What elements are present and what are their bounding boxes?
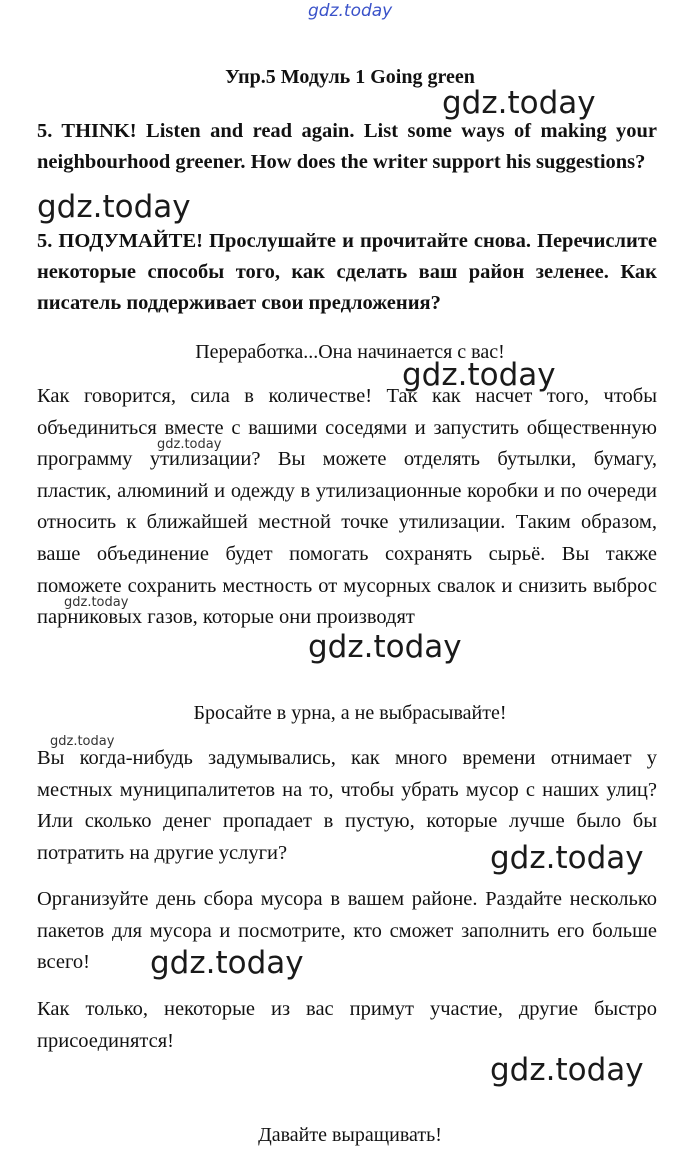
- task-english: 5. THINK! Listen and read again. List some ways of making your neighbourhood greener. How does the writer support his suggestions?: [37, 120, 657, 173]
- watermark-top: gdz.today: [308, 1, 393, 21]
- watermark: gdz.today: [150, 945, 304, 981]
- page-title: Упр.5 Модуль 1 Going green: [225, 66, 475, 88]
- watermark: gdz.today: [157, 437, 222, 452]
- watermark: gdz.today: [490, 1052, 644, 1088]
- section-heading-grow: Давайте выращивать!: [258, 1124, 442, 1146]
- watermark: gdz.today: [308, 629, 462, 665]
- section-paragraph: Вы когда-нибудь задумывались, как много времени отнимает у местных муниципалитетов на то, чтобы убрать мусор с наших улиц? Или сколько денег пропадает в пустую, которые лучше было бы потратить на другие услуги?: [37, 747, 657, 864]
- section-text-recycling: Как говорится, сила в количестве! Так как насчет того, чтобы объединиться вместе с вашими соседями и запустить общественную программу утилизации? Вы можете отделять бутылки, бумагу, пластик, алюминий и одежду в утилизационные коробки и по очереди относить к ближайшей местной точке утилизации. Таким образом, ваше объединение будет помогать сохранять сырьё. Вы также поможете сохранить местность от мусорных свалок и снизить выброс парниковых газов, которые они производят: [37, 385, 657, 629]
- section-paragraph: Организуйте день сбора мусора в вашем районе. Раздайте несколько пакетов для мусора и посмотрите, кто сможет заполнить его больше всего!: [37, 888, 657, 974]
- watermark: gdz.today: [402, 357, 556, 393]
- watermark: gdz.today: [490, 840, 644, 876]
- watermark: gdz.today: [50, 734, 115, 749]
- section-paragraph: Как только, некоторые из вас примут участие, другие быстро присоединятся!: [37, 998, 657, 1052]
- section-heading-recycling: Переработка...Она начинается с вас!: [195, 341, 505, 363]
- section-heading-litter: Бросайте в урна, а не выбрасывайте!: [193, 702, 507, 724]
- watermark: gdz.today: [64, 595, 129, 610]
- watermark: gdz.today: [37, 189, 191, 225]
- task-russian: 5. ПОДУМАЙТЕ! Прослушайте и прочитайте снова. Перечислите некоторые способы того, как сделать ваш район зеленее. Как писатель поддерживает свои предложения?: [37, 230, 657, 314]
- watermark: gdz.today: [442, 85, 596, 121]
